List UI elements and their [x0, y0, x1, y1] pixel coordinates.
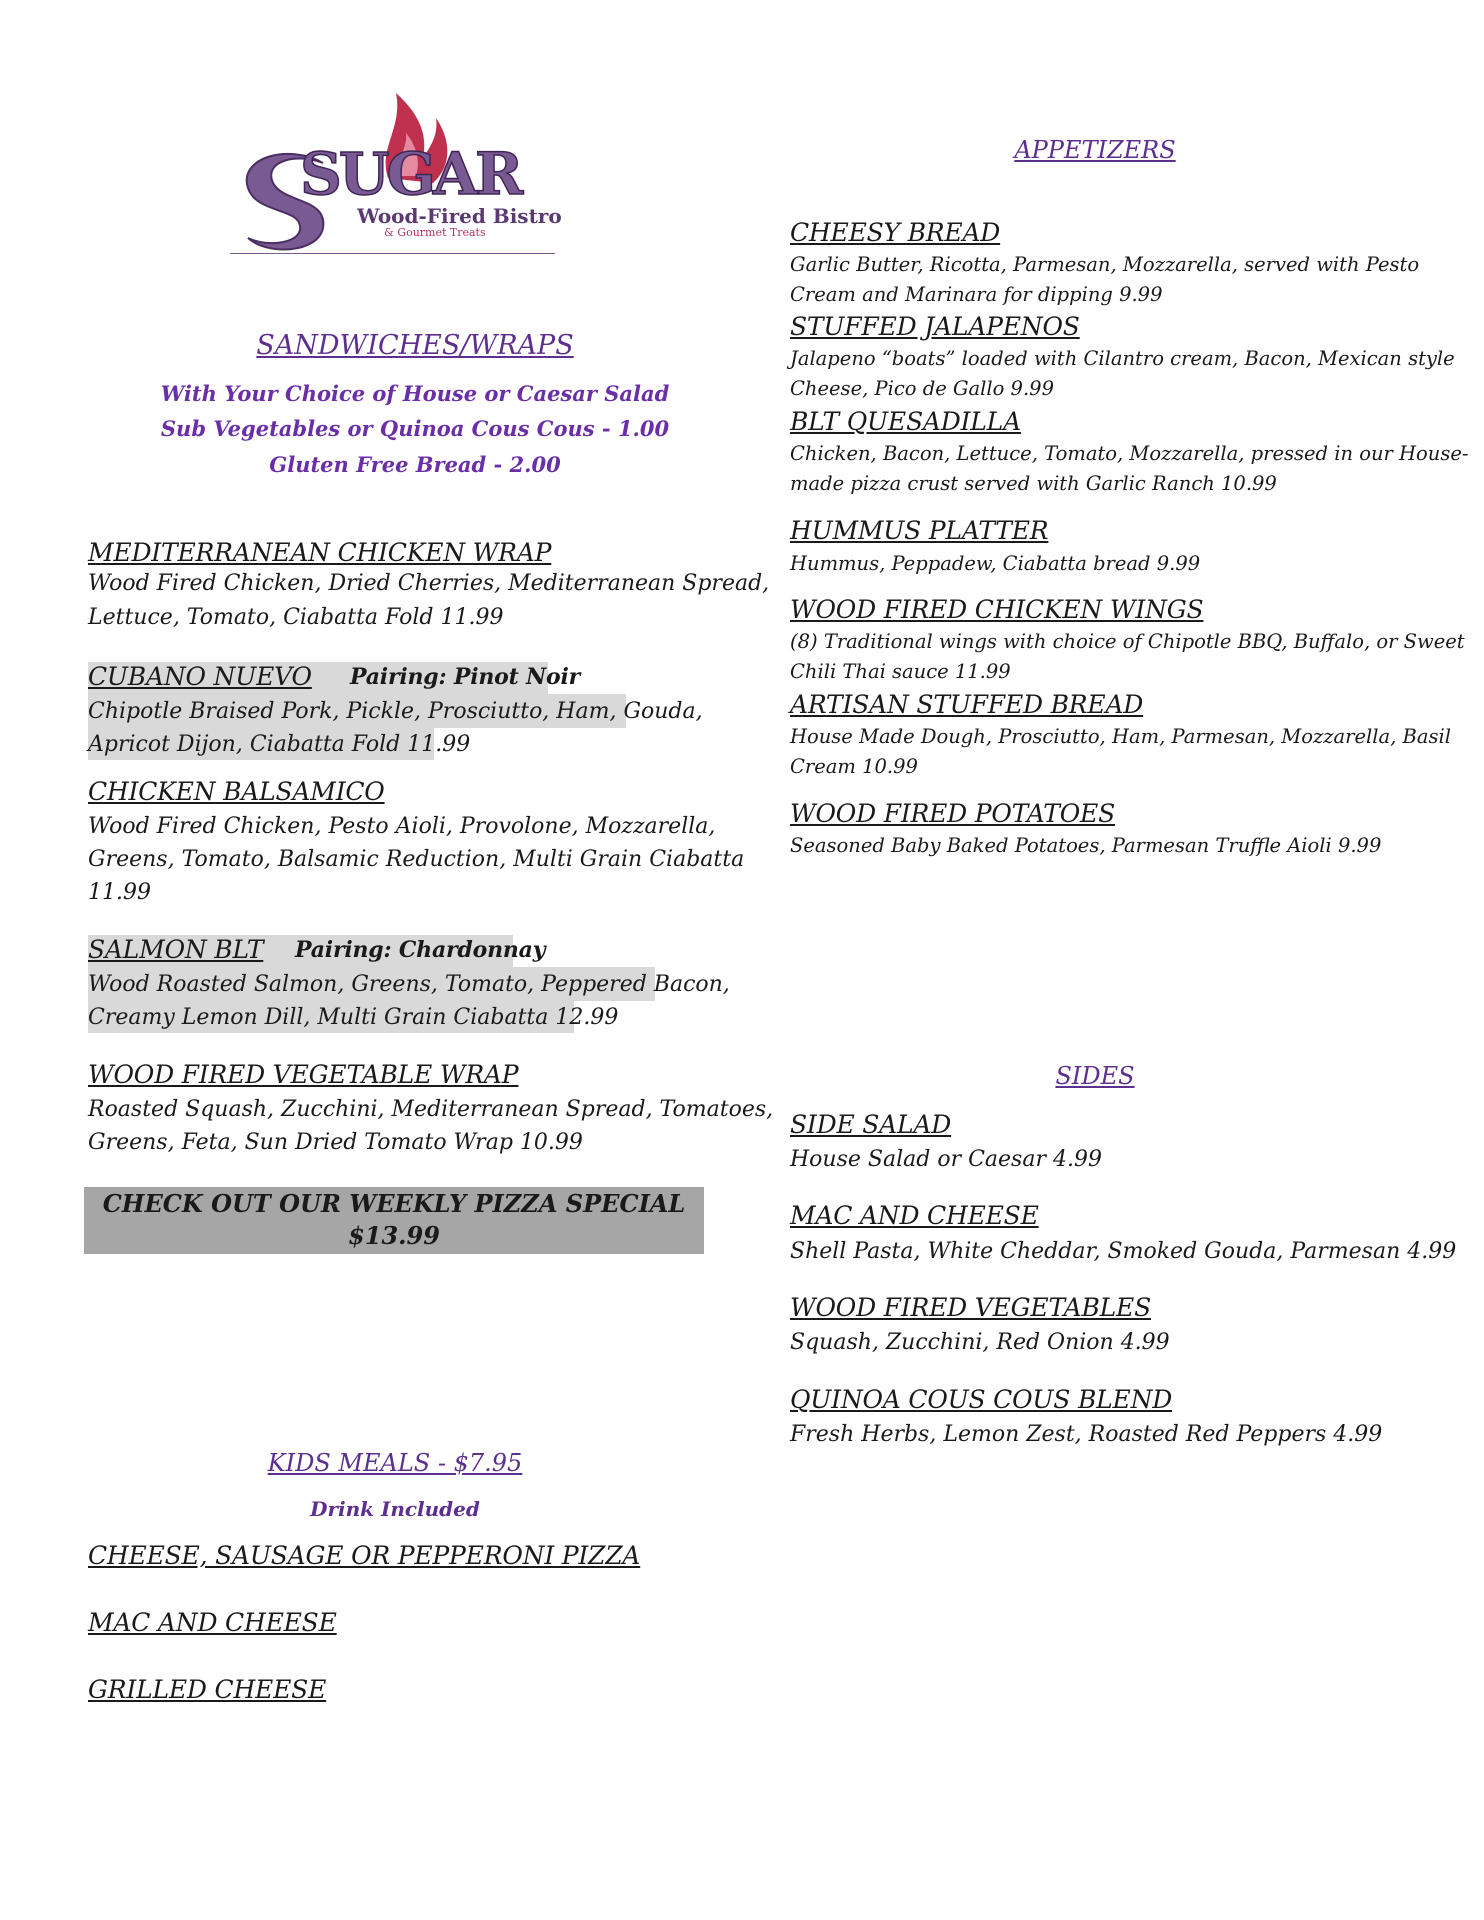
- logo-divider: [230, 253, 555, 254]
- appetizers-heading: APPETIZERS: [1014, 136, 1176, 164]
- menu-item-desc: Cream 10.99: [790, 755, 918, 778]
- pizza-special-text: CHECK OUT OUR WEEKLY PIZZA SPECIAL: [102, 1189, 686, 1218]
- pairing-label: Pairing: Pinot Noir: [350, 664, 580, 690]
- menu-item-title: CHICKEN BALSAMICO: [88, 777, 385, 806]
- logo-bistro: Wood-Fired Bistro: [357, 204, 562, 228]
- sandwiches-note: Gluten Free Bread - 2.00: [269, 452, 561, 477]
- menu-item-desc: Lettuce, Tomato, Ciabatta Fold 11.99: [88, 605, 504, 630]
- menu-item-desc: (8) Traditional wings with choice of Chipotle BBQ, Buffalo, or Sweet: [790, 630, 1465, 653]
- kids-note: Drink Included: [310, 1497, 480, 1521]
- menu-item-desc: Cheese, Pico de Gallo 9.99: [790, 377, 1054, 400]
- menu-item-desc: Greens, Feta, Sun Dried Tomato Wrap 10.99: [88, 1130, 583, 1155]
- menu-item-desc: Chicken, Bacon, Lettuce, Tomato, Mozzarella, pressed in our House-: [790, 442, 1469, 465]
- menu-item-desc: Seasoned Baby Baked Potatoes, Parmesan Truffle Aioli 9.99: [790, 834, 1382, 857]
- menu-item-desc: Hummus, Peppadew, Ciabatta bread 9.99: [790, 552, 1201, 575]
- menu-item-desc: Cream and Marinara for dipping 9.99: [790, 283, 1163, 306]
- kids-heading: KIDS MEALS - $7.95: [267, 1449, 523, 1477]
- sandwiches-heading: SANDWICHES/WRAPS: [256, 330, 574, 361]
- menu-item-desc: Creamy Lemon Dill, Multi Grain Ciabatta 12.99: [88, 1005, 619, 1030]
- sandwiches-note: Sub Vegetables or Quinoa Cous Cous - 1.00: [160, 416, 670, 441]
- kids-item: MAC AND CHEESE: [88, 1608, 337, 1637]
- menu-item-desc: Squash, Zucchini, Red Onion 4.99: [790, 1330, 1170, 1355]
- menu-item-desc: Jalapeno “boats” loaded with Cilantro cream, Bacon, Mexican style: [790, 347, 1455, 370]
- menu-item-title: MEDITERRANEAN CHICKEN WRAP: [88, 538, 552, 567]
- menu-item-title: STUFFED JALAPENOS: [790, 312, 1080, 341]
- menu-item-desc: Chili Thai sauce 11.99: [790, 660, 1011, 683]
- menu-item-title: BLT QUESADILLA: [790, 407, 1021, 436]
- menu-item-title: WOOD FIRED VEGETABLES: [790, 1293, 1151, 1322]
- menu-item-title: WOOD FIRED POTATOES: [790, 799, 1116, 828]
- menu-item-title: WOOD FIRED CHICKEN WINGS: [790, 595, 1204, 624]
- menu-item-desc: Greens, Tomato, Balsamic Reduction, Multi Grain Ciabatta: [88, 847, 745, 872]
- menu-item-title: ARTISAN STUFFED BREAD: [790, 690, 1144, 719]
- menu-item-desc: Roasted Squash, Zucchini, Mediterranean Spread, Tomatoes,: [88, 1097, 774, 1122]
- pizza-special-price: $13.99: [348, 1221, 440, 1250]
- menu-item-title: MAC AND CHEESE: [790, 1201, 1039, 1230]
- menu-item-title: QUINOA COUS COUS BLEND: [790, 1385, 1173, 1414]
- logo-name: SUGAR: [300, 140, 521, 208]
- kids-item: GRILLED CHEESE: [88, 1675, 327, 1704]
- menu-item-title: CHEESY BREAD: [790, 218, 1001, 247]
- menu-item-desc: Wood Roasted Salmon, Greens, Tomato, Peppered Bacon,: [88, 972, 730, 997]
- menu-item-desc: Garlic Butter, Ricotta, Parmesan, Mozzarella, served with Pesto: [790, 253, 1420, 276]
- menu-item-desc: Chipotle Braised Pork, Pickle, Prosciutto, Ham, Gouda,: [88, 699, 703, 724]
- menu-item-title: HUMMUS PLATTER: [790, 516, 1049, 545]
- menu-item-desc: Wood Fired Chicken, Pesto Aioli, Provolone, Mozzarella,: [88, 814, 716, 839]
- menu-item-title: WOOD FIRED VEGETABLE WRAP: [88, 1060, 519, 1089]
- menu-item-desc: House Made Dough, Prosciutto, Ham, Parmesan, Mozzarella, Basil: [790, 725, 1451, 748]
- menu-item-desc: Shell Pasta, White Cheddar, Smoked Gouda, Parmesan 4.99: [790, 1239, 1457, 1264]
- menu-item-desc: Wood Fired Chicken, Dried Cherries, Mediterranean Spread,: [88, 571, 770, 596]
- sandwiches-note: With Your Choice of House or Caesar Salad: [160, 381, 670, 406]
- pairing-label: Pairing: Chardonnay: [295, 937, 546, 963]
- menu-item-title: CUBANO NUEVO: [88, 662, 312, 691]
- menu-item-title: SIDE SALAD: [790, 1110, 952, 1139]
- menu-item-title: SALMON BLT: [88, 935, 264, 964]
- sides-heading: SIDES: [1055, 1062, 1135, 1090]
- menu-item-desc: 11.99: [88, 880, 151, 905]
- kids-item: CHEESE, SAUSAGE OR PEPPERONI PIZZA: [88, 1541, 641, 1570]
- menu-item-desc: made pizza crust served with Garlic Ranch 10.99: [790, 472, 1277, 495]
- pizza-special-banner: [84, 1187, 704, 1254]
- menu-item-desc: House Salad or Caesar 4.99: [790, 1147, 1102, 1172]
- menu-item-desc: Fresh Herbs, Lemon Zest, Roasted Red Peppers 4.99: [790, 1422, 1383, 1447]
- logo-treats: & Gourmet Treats: [384, 226, 486, 239]
- menu-item-desc: Apricot Dijon, Ciabatta Fold 11.99: [88, 732, 471, 757]
